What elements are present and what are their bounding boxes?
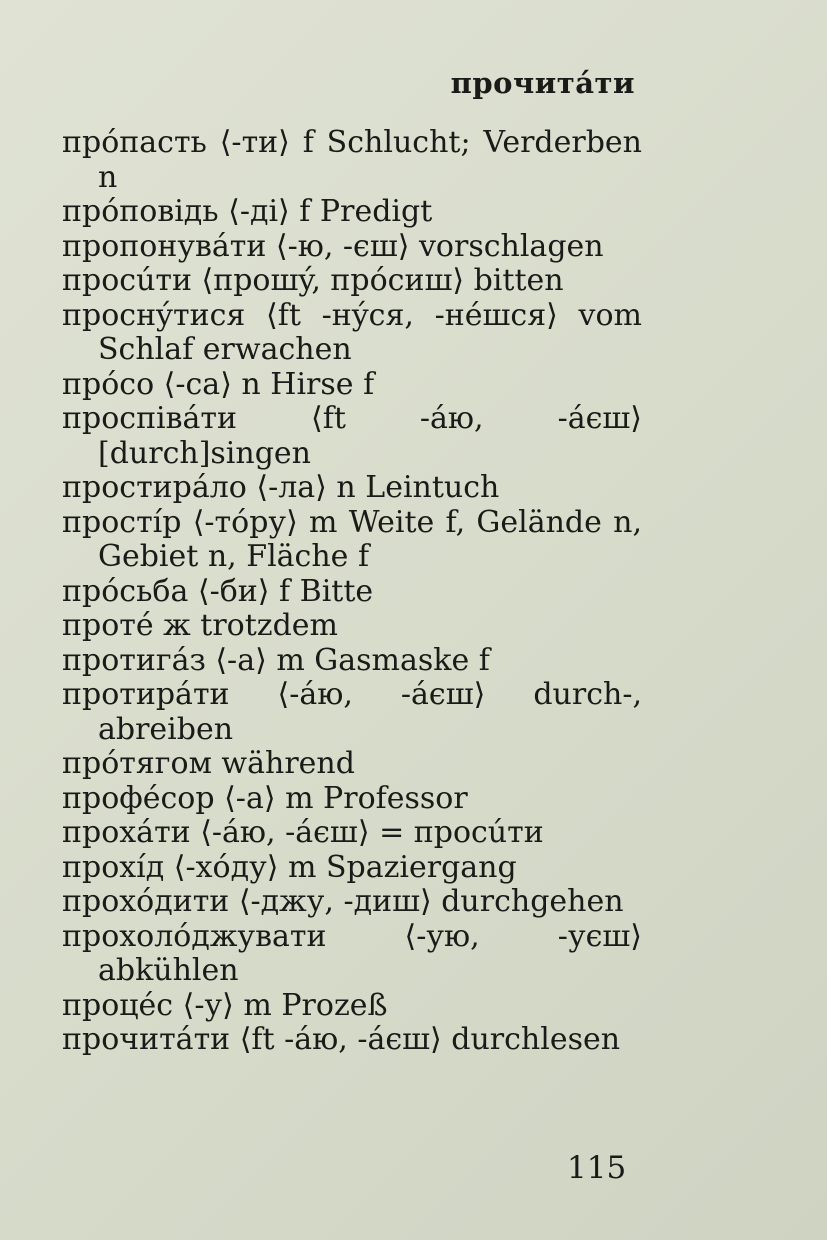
entry-list bbox=[62, 126, 642, 1058]
entry: пропонувáти ⟨-ю, -єш⟩ vorschlagen bbox=[62, 228, 604, 264]
entry: просúти ⟨прошý, прóсиш⟩ bitten bbox=[62, 263, 564, 298]
entry: процéс ⟨-у⟩ m Prozeß bbox=[62, 987, 388, 1023]
entry: протé ж trotzdem bbox=[62, 608, 339, 643]
entry: прохíд ⟨-хóду⟩ m Spaziergang bbox=[62, 849, 517, 885]
entry: прохолóджувати ⟨-ую, -уєш⟩ abkühlen bbox=[62, 918, 642, 988]
entry: прочитáти ⟨ft -áю, -áєш⟩ durchlesen bbox=[62, 1022, 621, 1057]
entry: протирáти ⟨-áю, -áєш⟩ durch-, abreiben bbox=[62, 677, 642, 747]
entry: прóпасть ⟨-ти⟩ f Schlucht; Verderben n bbox=[62, 125, 642, 195]
entry: простíр ⟨-тóру⟩ m Weite f, Gelände n, Gebiet n, Fläche f bbox=[62, 504, 642, 574]
entry: проснýтися ⟨ft -нýся, -нéшся⟩ vom Schlaf erwachen bbox=[62, 297, 642, 367]
page-number: 115 bbox=[567, 1150, 627, 1186]
entry: простирáло ⟨-ла⟩ n Leintuch bbox=[62, 470, 500, 505]
entry: прóповідь ⟨-ді⟩ f Predigt bbox=[62, 194, 433, 229]
entry: прóсо ⟨-са⟩ n Hirse f bbox=[62, 366, 375, 402]
entry: проспівáти ⟨ft -áю, -áєш⟩ [durch]singen bbox=[62, 401, 642, 471]
entry: прохáти ⟨-áю, -áєш⟩ = просúти bbox=[62, 815, 544, 850]
entry: прóсьба ⟨-би⟩ f Bitte bbox=[62, 573, 374, 609]
running-head: прочитáти bbox=[450, 66, 635, 100]
entry: профéсор ⟨-а⟩ m Professor bbox=[62, 780, 468, 816]
entry: прóтягом während bbox=[62, 746, 355, 781]
entry: протигáз ⟨-а⟩ m Gasmaske f bbox=[62, 642, 490, 678]
entry: прохóдити ⟨-джу, -диш⟩ durchgehen bbox=[62, 884, 624, 919]
